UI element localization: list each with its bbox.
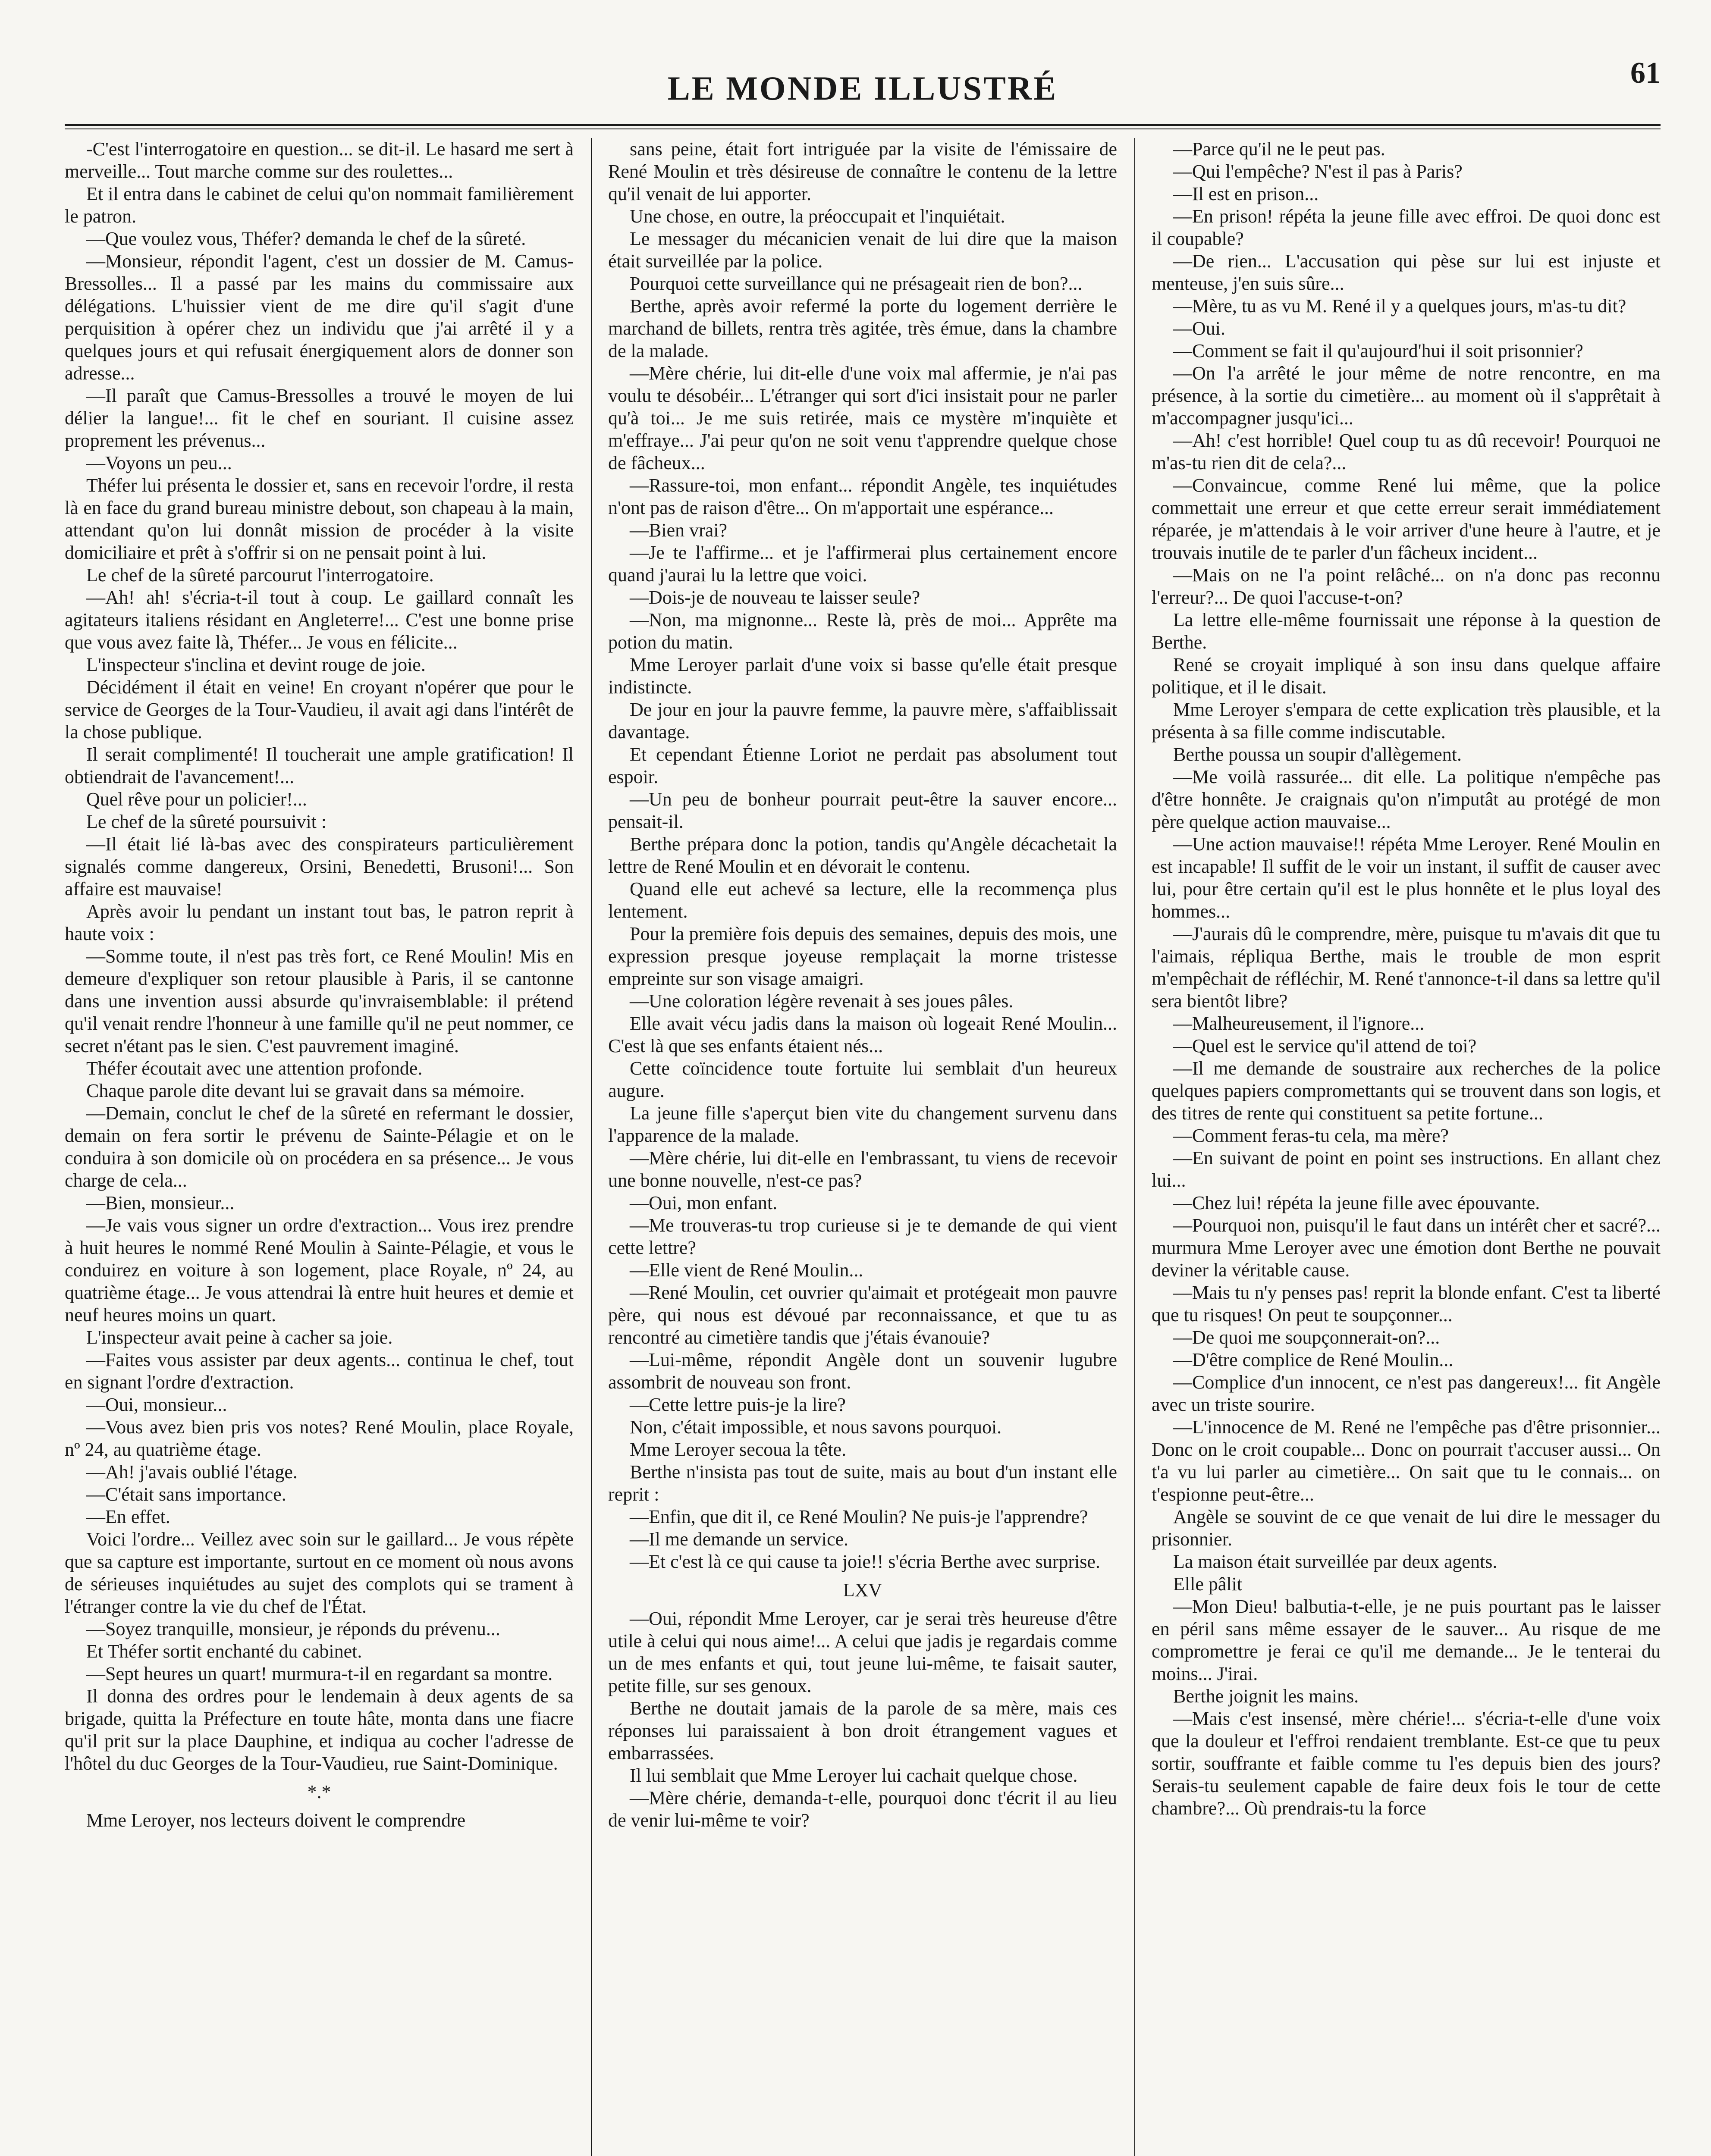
paragraph: —Me trouveras-tu trop curieuse si je te demande de qui vient cette lettre? — [608, 1215, 1117, 1258]
paragraph: —Oui, répondit Mme Leroyer, car je serai très heureuse d'être utile à celui qui nous aime!... A celui que jadis je regardais comme un de mes enfants et qui, tout jeune lui-même, te faisait sauter, petite fille, sur ses genoux. — [608, 1608, 1117, 1696]
text-column-2 — [608, 138, 1117, 2156]
text-column-1 — [65, 138, 574, 2156]
paragraph: —Il me demande un service. — [630, 1529, 849, 1550]
paragraph: Non, c'était impossible, et nous savons pourquoi. — [630, 1416, 1002, 1438]
paragraph: Berthe poussa un soupir d'allègement. — [1173, 744, 1462, 765]
paragraph: —Mais on ne l'a point relâché... on n'a donc pas reconnu l'erreur?... De quoi l'accuse-t-on? — [1152, 564, 1661, 608]
paragraph: —D'être complice de René Moulin... — [1173, 1349, 1454, 1370]
paragraph: —Et c'est là ce qui cause ta joie!! s'écria Berthe avec surprise. — [630, 1551, 1100, 1572]
text-column-3 — [1152, 138, 1661, 2156]
paragraph: Mme Leroyer secoua la tête. — [630, 1439, 847, 1460]
paragraph: —Rassure-toi, mon enfant... répondit Angèle, tes inquiétudes n'ont pas de raison d'être... On m'apportait une espérance... — [608, 475, 1117, 518]
paragraph: —Cette lettre puis-je la lire? — [630, 1394, 846, 1415]
paragraph: Cette coïncidence toute fortuite lui semblait d'un heureux augure. — [608, 1058, 1117, 1101]
paragraph: —Je vais vous signer un ordre d'extraction... Vous irez prendre à huit heures le nommé René Moulin à Sainte-Pélagie, et vous le conduirez en voiture à son logement, place Royale, nº 24, au quatrième étage... Je vous attendrai là entre huit heures et demie et neuf heures moins un quart. — [65, 1215, 574, 1326]
paragraph: Mme Leroyer, nos lecteurs doivent le comprendre — [86, 1810, 466, 1831]
paragraph: —Mère chérie, demanda-t-elle, pourquoi donc t'écrit il au lieu de venir lui-même te voir? — [608, 1787, 1117, 1831]
paragraph: —Mère chérie, lui dit-elle en l'embrassant, tu viens de recevoir une bonne nouvelle, n'est-ce pas? — [608, 1147, 1117, 1191]
paragraph: Berthe joignit les mains. — [1173, 1686, 1359, 1707]
paragraph: —Mais c'est insensé, mère chérie!... s'écria-t-elle d'une voix que la douleur et l'effroi rendaient tremblante. Est-ce que tu peux sortir, souffrante et faible comme tu l'es depuis bien des jours? Serais-tu seulement capable de faire deux fois le tour de cette chambre?... Où prendrais-tu la force — [1152, 1708, 1661, 1819]
paragraph: Le chef de la sûreté poursuivit : — [86, 811, 327, 832]
paragraph: Berthe ne doutait jamais de la parole de sa mère, mais ces réponses lui paraissaient à bon droit étrangement vagues et embarrassées. — [608, 1698, 1117, 1764]
paragraph: —En prison! répéta la jeune fille avec effroi. De quoi donc est il coupable? — [1152, 206, 1661, 249]
paragraph: LXV — [843, 1579, 882, 1601]
paragraph: —Mais tu n'y penses pas! reprit la blonde enfant. C'est ta liberté que tu risques! On peut te soupçonner... — [1152, 1282, 1661, 1326]
paragraph: Voici l'ordre... Veillez avec soin sur le gaillard... Je vous répète que sa capture est importante, surtout en ce moment où nous avons de sérieuses inquiétudes au sujet des complots qui se trament à l'étranger contre la vie du chef de l'État. — [65, 1529, 574, 1617]
paragraph: —Me voilà rassurée... dit elle. La politique n'empêche pas d'être honnête. Je craignais qu'on n'imputât au protégé de mon père quelque action mauvaise... — [1152, 766, 1661, 832]
paragraph: —Une coloration légère revenait à ses joues pâles. — [630, 990, 1014, 1012]
page-number: 61 — [1630, 56, 1661, 90]
masthead-title: LE MONDE ILLUSTRÉ — [667, 69, 1058, 107]
paragraph: Théfer écoutait avec une attention profonde. — [86, 1058, 423, 1079]
paragraph: Une chose, en outre, la préoccupait et l'inquiétait. — [630, 206, 1005, 227]
paragraph: —Il était lié là-bas avec des conspirateurs particulièrement signalés comme dangereux, Orsini, Benedetti, Brusoni!... Son affaire est mauvaise! — [65, 834, 574, 899]
paragraph: sans peine, était fort intriguée par la visite de l'émissaire de René Moulin et très désireuse de connaître le contenu de la lettre qu'il venait de lui apporter. — [608, 138, 1117, 204]
paragraph: —Soyez tranquille, monsieur, je réponds du prévenu... — [86, 1618, 500, 1639]
article-body — [65, 138, 1661, 2156]
paragraph: Le chef de la sûreté parcourut l'interrogatoire. — [86, 564, 434, 586]
header-rule — [65, 124, 1661, 126]
header-rule-thin — [65, 128, 1661, 129]
paragraph: —Oui, mon enfant. — [630, 1192, 778, 1213]
paragraph: —Convaincue, comme René lui même, que la police commettait une erreur et que cette erreur serait immédiatement réparée, je m'attendais à le voir arriver d'une heure à l'autre, et je trouvais inutile de te parler d'un fâcheux incident... — [1152, 475, 1661, 563]
paragraph: —Monsieur, répondit l'agent, c'est un dossier de M. Camus-Bressolles... Il a passé par les mains du commissaire aux délégations. L'huissier vient de me dire qu'il s'agit d'une perquisition à opérer chez un individu que j'ai arrêté il y a quelques jours et qui refusait énergiquement alors de donner son adresse... — [65, 251, 574, 384]
paragraph: —Sept heures un quart! murmura-t-il en regardant sa montre. — [86, 1663, 553, 1684]
paragraph: —Une action mauvaise!! répéta Mme Leroyer. René Moulin en est incapable! Il suffit de le voir un instant, il suffit de causer avec lui, pour être certain qu'il est le plus honnête et le plus loyal des hommes... — [1152, 834, 1661, 922]
paragraph: —Il paraît que Camus-Bressolles a trouvé le moyen de lui délier la langue!... fit le chef en souriant. Il cuisine assez proprement les prévenus... — [65, 385, 574, 451]
paragraph: Chaque parole dite devant lui se gravait dans sa mémoire. — [86, 1080, 525, 1101]
paragraph: —Quel est le service qu'il attend de toi? — [1173, 1035, 1477, 1056]
paragraph: —Comment feras-tu cela, ma mère? — [1173, 1125, 1449, 1146]
paragraph: —Malheureusement, il l'ignore... — [1173, 1013, 1425, 1034]
paragraph: Et il entra dans le cabinet de celui qu'on nommait familièrement le patron. — [65, 183, 574, 227]
paragraph: Berthe n'insista pas tout de suite, mais au bout d'un instant elle reprit : — [608, 1461, 1117, 1505]
paragraph: —René Moulin, cet ouvrier qu'aimait et protégeait mon pauvre père, qui nous est dévoué par reconnaissance, et que tu as rencontré au cimetière tandis que j'étais évanouie? — [608, 1282, 1117, 1348]
paragraph: —Ah! ah! s'écria-t-il tout à coup. Le gaillard connaît les agitateurs italiens résidant en Angleterre!... C'est une bonne prise que vous avez faite là, Théfer... Je vous en félicite... — [65, 587, 574, 653]
paragraph: Quel rêve pour un policier!... — [86, 789, 307, 810]
paragraph: Il lui semblait que Mme Leroyer lui cachait quelque chose. — [630, 1765, 1078, 1786]
paragraph: —Il est en prison... — [1173, 183, 1319, 204]
paragraph: —Non, ma mignonne... Reste là, près de moi... Apprête ma potion du matin. — [608, 609, 1117, 653]
paragraph: —J'aurais dû le comprendre, mère, puisque tu m'avais dit que tu l'aimais, répliqua Berthe, mais le trouble de mon esprit m'empêchait de réfléchir, M. René t'annonce-t-il dans sa lettre qu'il sera bientôt libre? — [1152, 923, 1661, 1012]
paragraph: De jour en jour la pauvre femme, la pauvre mère, s'affaiblissait davantage. — [608, 699, 1117, 743]
paragraph: —Parce qu'il ne le peut pas. — [1173, 138, 1385, 160]
paragraph: Mme Leroyer s'empara de cette explication très plausible, et la présenta à sa fille comme indiscutable. — [1152, 699, 1661, 743]
paragraph: Elle avait vécu jadis dans la maison où logeait René Moulin... C'est là que ses enfants étaient nés... — [608, 1013, 1117, 1056]
paragraph: L'inspecteur s'inclina et devint rouge de joie. — [86, 654, 426, 675]
paragraph: —Ah! c'est horrible! Quel coup tu as dû recevoir! Pourquoi ne m'as-tu rien dit de cela?... — [1152, 430, 1661, 473]
paragraph: —Enfin, que dit il, ce René Moulin? Ne puis-je l'apprendre? — [630, 1506, 1088, 1527]
paragraph: —Voyons un peu... — [86, 452, 232, 473]
paragraph: —En effet. — [86, 1506, 170, 1527]
paragraph: Pourquoi cette surveillance qui ne présageait rien de bon?... — [630, 273, 1083, 294]
paragraph: —Oui. — [1173, 318, 1225, 339]
paragraph: —Faites vous assister par deux agents... continua le chef, tout en signant l'ordre d'extraction. — [65, 1349, 574, 1393]
paragraph: —Je te l'affirme... et je l'affirmerai plus certainement encore quand j'aurai lu la lettre que voici. — [608, 542, 1117, 586]
paragraph: -C'est l'interrogatoire en question... se dit-il. Le hasard me sert à merveille... Tout marche comme sur des roulettes... — [65, 138, 574, 182]
paragraph: L'inspecteur avait peine à cacher sa joie. — [86, 1327, 393, 1348]
paragraph: Et cependant Étienne Loriot ne perdait pas absolument tout espoir. — [608, 744, 1117, 787]
paragraph: —De rien... L'accusation qui pèse sur lui est injuste et menteuse, j'en suis sûre... — [1152, 251, 1661, 294]
paragraph: René se croyait impliqué à son insu dans quelque affaire politique, et il le disait. — [1152, 654, 1661, 698]
paragraph: Angèle se souvint de ce que venait de lui dire le messager du prisonnier. — [1152, 1506, 1661, 1550]
paragraph: —Comment se fait il qu'aujourd'hui il soit prisonnier? — [1173, 340, 1583, 361]
paragraph: La maison était surveillée par deux agents. — [1173, 1551, 1498, 1572]
paragraph: —Chez lui! répéta la jeune fille avec épouvante. — [1173, 1192, 1540, 1213]
page-header — [65, 56, 1661, 121]
paragraph: —De quoi me soupçonnerait-on?... — [1173, 1327, 1440, 1348]
paragraph: Après avoir lu pendant un instant tout bas, le patron reprit à haute voix : — [65, 901, 574, 944]
paragraph: —Pourquoi non, puisqu'il le faut dans un intérêt cher et sacré?... murmura Mme Leroyer avec une émotion dont Berthe ne pouvait deviner la véritable cause. — [1152, 1215, 1661, 1281]
paragraph: —Lui-même, répondit Angèle dont un souvenir lugubre assombrit de nouveau son front. — [608, 1349, 1117, 1393]
paragraph: Il serait complimenté! Il toucherait une ample gratification! Il obtiendrait de l'avancement!... — [65, 744, 574, 787]
paragraph: —C'était sans importance. — [86, 1484, 286, 1505]
paragraph: Mme Leroyer parlait d'une voix si basse qu'elle était presque indistincte. — [608, 654, 1117, 698]
paragraph: —L'innocence de M. René ne l'empêche pas d'être prisonnier... Donc on le croit coupable... Donc on pourrait t'accuser aussi... On t'a vu lui parler au cimetière... On sait que tu le connais... on t'espionne peut-être... — [1152, 1416, 1661, 1505]
paragraph: —Mère, tu as vu M. René il y a quelques jours, m'as-tu dit? — [1173, 295, 1626, 317]
paragraph: —Mère chérie, lui dit-elle d'une voix mal affermie, je n'ai pas voulu te désobéir... L'étranger qui sort d'ici insistait pour ne parler qu'à toi... Je me suis retirée, mais ce mystère m'inquiète et m'effraye... J'ai peur qu'on ne soit venu t'apprendre quelque chose de fâcheux... — [608, 363, 1117, 473]
paragraph: Elle pâlit — [1173, 1573, 1243, 1595]
paragraph: —Bien, monsieur... — [86, 1192, 235, 1213]
paragraph: Berthe prépara donc la potion, tandis qu'Angèle décachetait la lettre de René Moulin et en dévorait le contenu. — [608, 834, 1117, 877]
paragraph: —Bien vrai? — [630, 520, 728, 541]
paragraph: —On l'a arrêté le jour même de notre rencontre, en ma présence, à la sortie du cimetière... au moment où il s'apprêtait à m'accompagner jusqu'ici... — [1152, 363, 1661, 429]
paragraph: Quand elle eut achevé sa lecture, elle la recommença plus lentement. — [608, 878, 1117, 922]
paragraph: —Oui, monsieur... — [86, 1394, 227, 1415]
paragraph: —Vous avez bien pris vos notes? René Moulin, place Royale, nº 24, au quatrième étage. — [65, 1416, 574, 1460]
paragraph: Pour la première fois depuis des semaines, depuis des mois, une expression presque joyeuse remplaçait la morne tristesse empreinte sur son visage amaigri. — [608, 923, 1117, 989]
paragraph: La jeune fille s'aperçut bien vite du changement survenu dans l'apparence de la malade. — [608, 1103, 1117, 1146]
paragraph: —En suivant de point en point ses instructions. En allant chez lui... — [1152, 1147, 1661, 1191]
paragraph: Décidément il était en veine! En croyant n'opérer que pour le service de Georges de la Tour-Vaudieu, il avait agi dans l'intérêt de la chose publique. — [65, 677, 574, 743]
paragraph: —Ah! j'avais oublié l'étage. — [86, 1461, 298, 1482]
paragraph: Berthe, après avoir refermé la porte du logement derrière le marchand de billets, rentra très agitée, très émue, dans la chambre de la malade. — [608, 295, 1117, 361]
paragraph: —Il me demande de soustraire aux recherches de la police quelques papiers compromettants qui se trouvent dans son logis, et des titres de rente qui constituent sa petite fortune... — [1152, 1058, 1661, 1124]
paragraph: Le messager du mécanicien venait de lui dire que la maison était surveillée par la police. — [608, 228, 1117, 272]
paragraph: —Qui l'empêche? N'est il pas à Paris? — [1173, 161, 1463, 182]
paragraph: —Elle vient de René Moulin... — [630, 1260, 863, 1281]
paragraph: Il donna des ordres pour le lendemain à deux agents de sa brigade, quitta la Préfecture en toute hâte, monta dans une fiacre qu'il prit sur la place Dauphine, et indiqua au cocher l'adresse de l'hôtel du duc Georges de la Tour-Vaudieu, rue Saint-Dominique. — [65, 1686, 574, 1774]
paragraph: —Mon Dieu! balbutia-t-elle, je ne puis pourtant pas le laisser en péril sans même essayer de le sauver... Au risque de me compromettre je ferai ce qu'il me demande... Je le tenterai du moins... J'irai. — [1152, 1596, 1661, 1684]
paragraph: —Un peu de bonheur pourrait peut-être la sauver encore... pensait-il. — [608, 789, 1117, 832]
paragraph: Et Théfer sortit enchanté du cabinet. — [86, 1641, 362, 1662]
paragraph: La lettre elle-même fournissait une réponse à la question de Berthe. — [1152, 609, 1661, 653]
paragraph: —Somme toute, il n'est pas très fort, ce René Moulin! Mis en demeure d'expliquer son retour plausible à Paris, il se cantonne dans une invention aussi absurde qu'invraisemblable: il prétend qu'il venait rendre l'honneur à une famille qu'il ne peut nommer, ce secret n'étant pas le sien. C'est pauvrement imaginé. — [65, 946, 574, 1056]
paragraph: —Demain, conclut le chef de la sûreté en refermant le dossier, demain on fera sortir le prévenu de Sainte-Pélagie et on le conduira à son domicile où on procédera en sa présence... Je vous charge de cela... — [65, 1103, 574, 1191]
paragraph: *.* — [307, 1781, 331, 1802]
paragraph: —Complice d'un innocent, ce n'est pas dangereux!... fit Angèle avec un triste sourire. — [1152, 1372, 1661, 1415]
paragraph: —Dois-je de nouveau te laisser seule? — [630, 587, 920, 608]
paragraph: Théfer lui présenta le dossier et, sans en recevoir l'ordre, il resta là en face du grand bureau ministre debout, son chapeau à la main, attendant qu'on lui donnât mission de procéder à la visite domiciliaire et prêt à s'offrir si on ne pensait point à lui. — [65, 475, 574, 563]
paragraph: —Que voulez vous, Théfer? demanda le chef de la sûreté. — [86, 228, 526, 249]
